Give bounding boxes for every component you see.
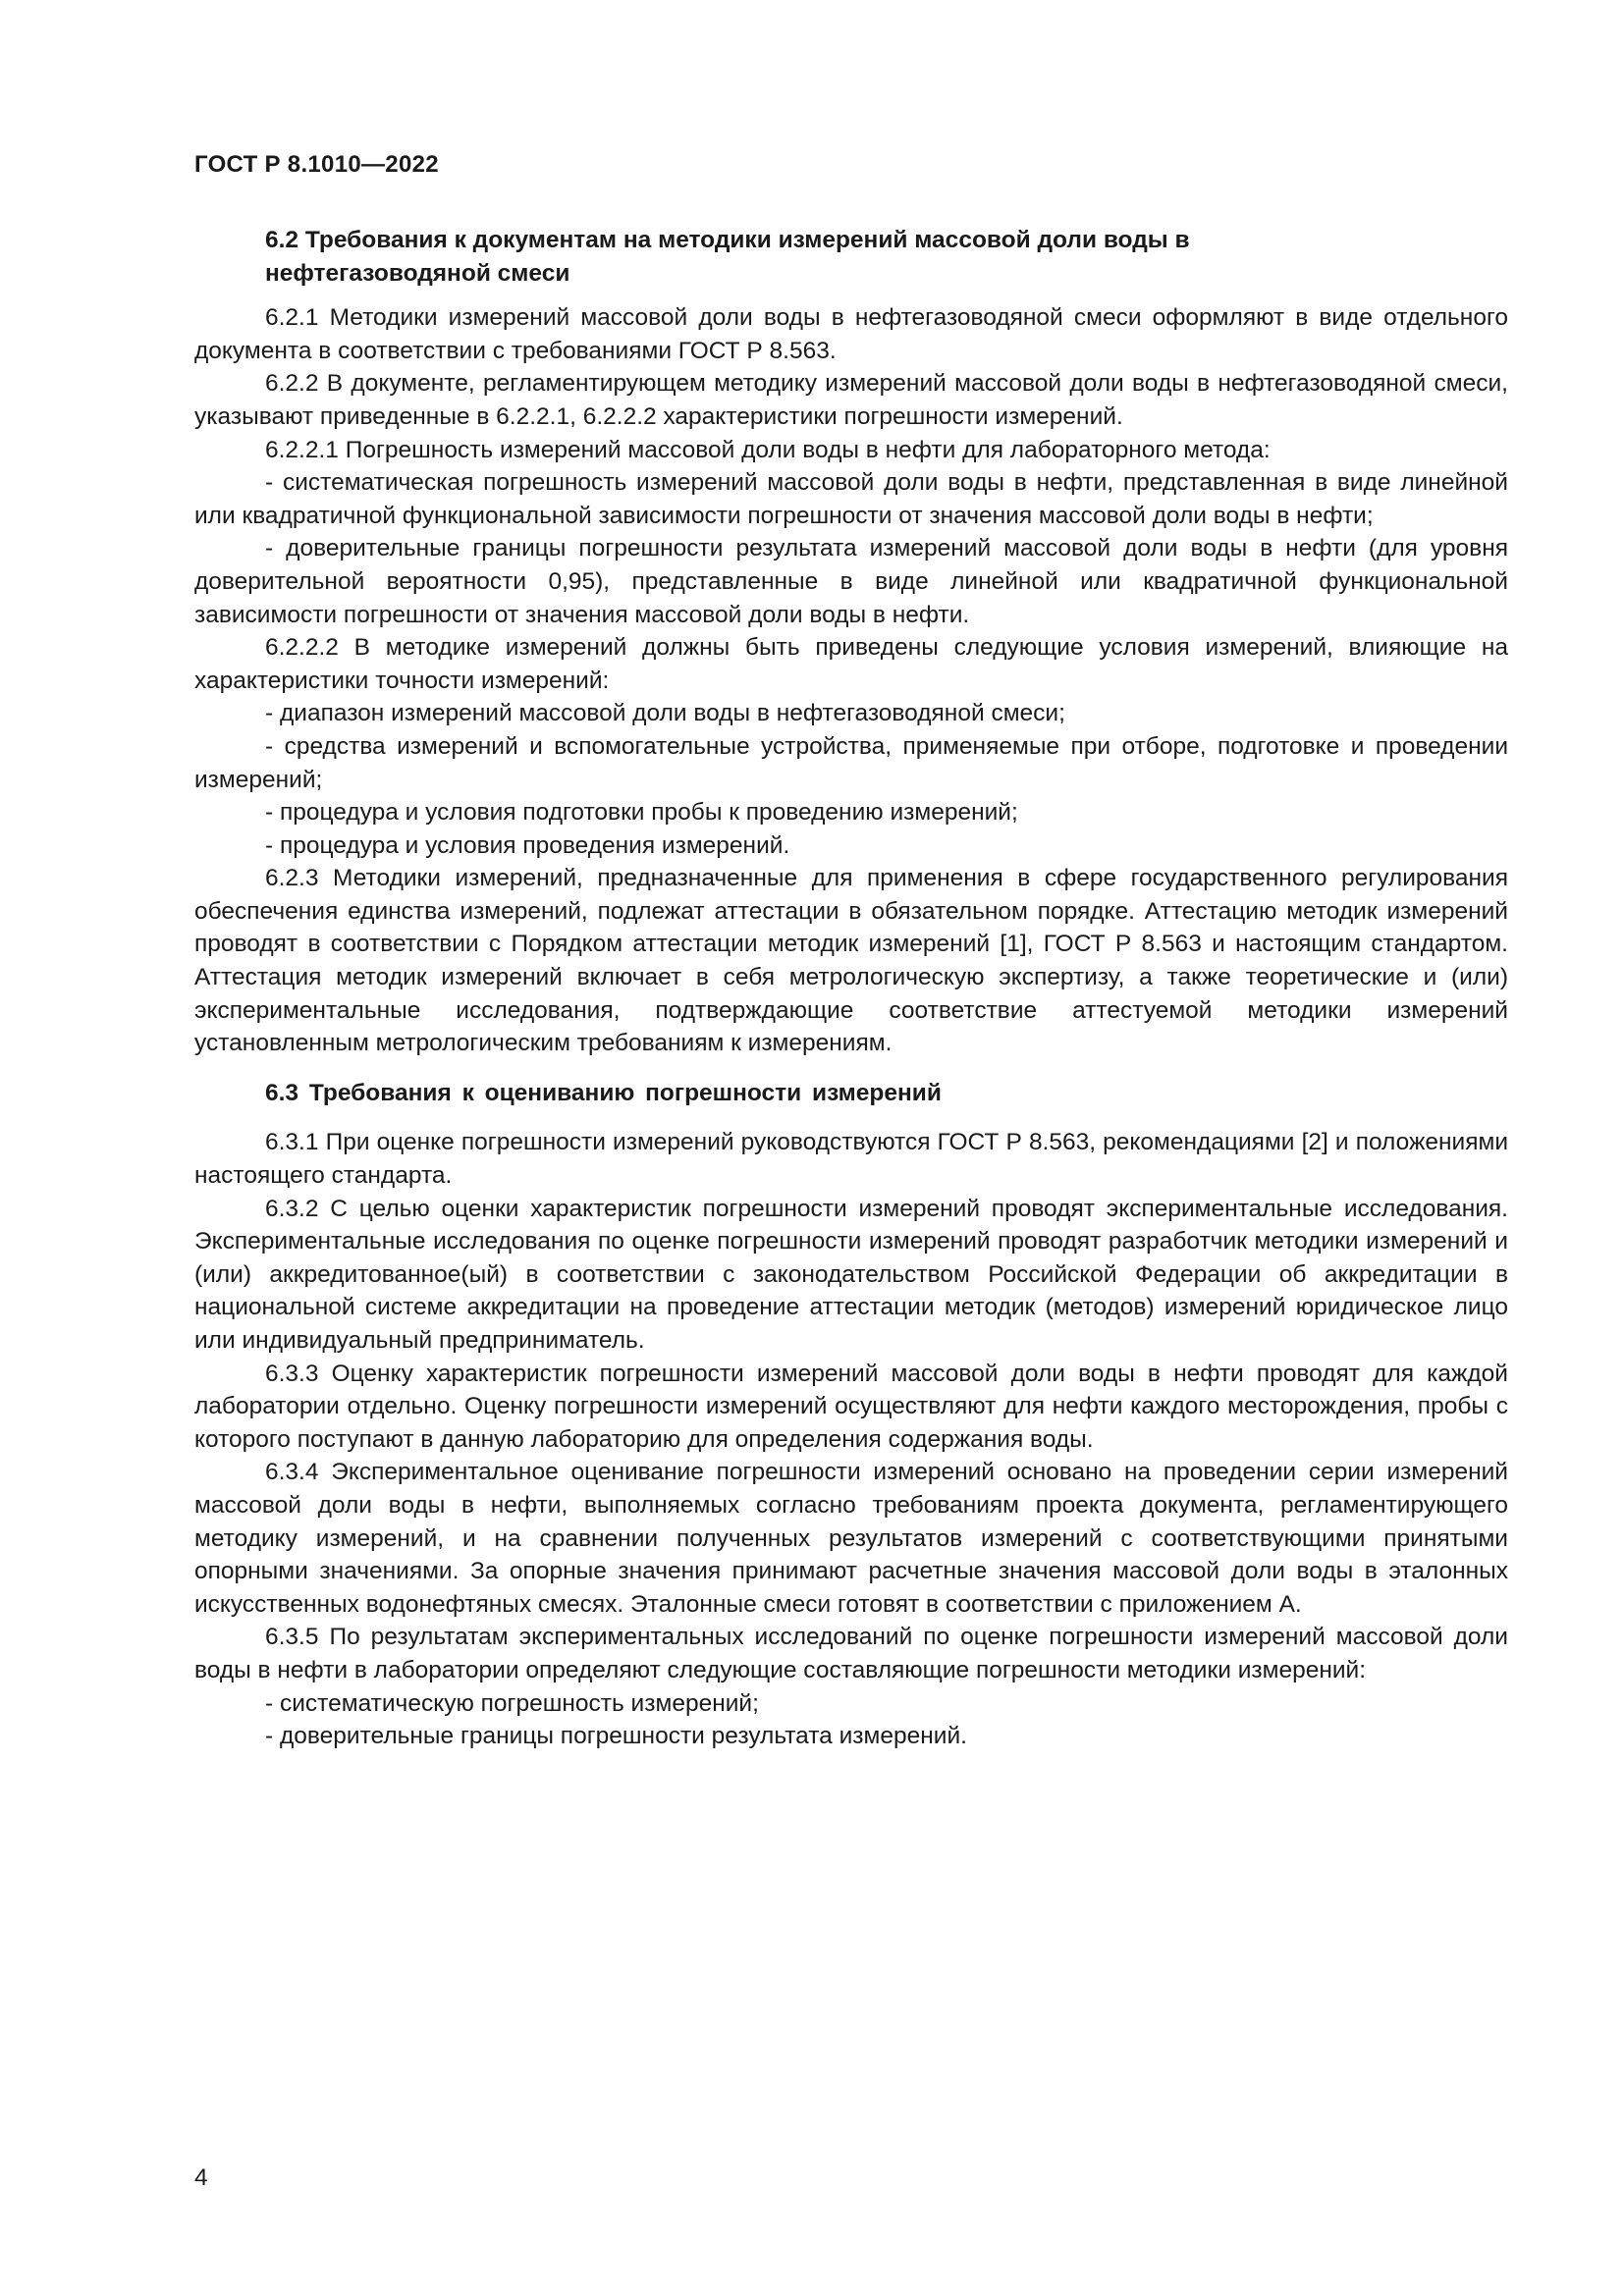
section-6-2-title: 6.2 Требования к документам на методики измерений массовой доли воды в нефтегазоводяной смеси xyxy=(265,227,1190,287)
document-header: ГОСТ Р 8.1010—2022 xyxy=(194,151,439,178)
paragraph: 6.3.1 При оценке погрешности измерений руководствуются ГОСТ Р 8.563, рекомендациями [2] и положениями настоящего стандарта. xyxy=(194,1129,1508,1190)
paragraph: 6.3.5 По результатам экспериментальных исследований по оценке погрешности измерений массовой доли воды в нефти в лаборатории определяют следующие составляющие погрешности методики измерений: xyxy=(194,1624,1508,1683)
paragraph: 6.2.2 В документе, регламентирующем методику измерений массовой доли воды в нефтегазоводяной смеси, указывают приведенные в 6.2.2.1, 6.2.2.2 характеристики погрешности измерений. xyxy=(194,370,1508,430)
list-item: - систематическая погрешность измерений массовой доли воды в нефти, представленная в виде линейной или квадратичной функциональной зависимости погрешности от значения массовой доли воды в нефти; xyxy=(194,469,1508,529)
paragraph: 6.2.2.1 Погрешность измерений массовой доли воды в нефти для лабораторного метода: xyxy=(265,436,1271,463)
paragraph: 6.2.1 Методики измерений массовой доли воды в нефтегазоводяной смеси оформляют в виде отдельного документа в соответствии с требованиями ГОСТ Р 8.563. xyxy=(194,304,1508,364)
list-item: - систематическую погрешность измерений; xyxy=(265,1689,759,1717)
page-number: 4 xyxy=(194,2164,208,2191)
document-body xyxy=(194,224,1508,1753)
list-item: - процедура и условия проведения измерений. xyxy=(265,831,790,859)
paragraph: 6.3.2 С целью оценки характеристик погрешности измерений проводят экспериментальные исследования. Экспериментальные исследования по оценке погрешности измерений проводят разработчик методики измерений и (или) аккредитованное(ый) в соответствии с законодательством Российской Федерации об аккредитации в национальной системе аккредитации на проведение аттестации методик (методов) измерений юридическое лицо или индивидуальный предприниматель. xyxy=(194,1195,1508,1354)
paragraph: 6.2.3 Методики измерений, предназначенные для применения в сфере государственного регулирования обеспечения единства измерений, подлежат аттестации в обязательном порядке. Аттестацию методик измерений проводят в соответствии с Порядком аттестации методик измерений [1], ГОСТ Р 8.563 и настоящим стандартом. Аттестация методик измерений включает в себя метрологическую экспертизу, а также теоретические и (или) экспериментальные исследования, подтверждающие соответствие аттестуемой методики измерений установленным метрологическим требованиям к измерениям. xyxy=(194,865,1508,1057)
list-item: - доверительные границы погрешности результата измерений массовой доли воды в нефти (для уровня доверительной вероятности 0,95), представленные в виде линейной или квадратичной функциональной зависимости погрешности от значения массовой доли воды в нефти. xyxy=(194,535,1508,628)
list-item: - процедура и условия подготовки пробы к проведению измерений; xyxy=(265,799,1018,827)
paragraph: 6.2.2.2 В методике измерений должны быть приведены следующие условия измерений, влияющие на характеристики точности измерений: xyxy=(194,634,1508,694)
list-item: - доверительные границы погрешности результата измерений. xyxy=(265,1723,967,1750)
list-item: - диапазон измерений массовой доли воды в нефтегазоводяной смеси; xyxy=(265,700,1065,727)
section-6-3-title: 6.3 Требования к оцениванию погрешности измерений xyxy=(265,1079,942,1106)
paragraph: 6.3.4 Экспериментальное оценивание погрешности измерений основано на проведении серии измерений массовой доли воды в нефти, выполняемых согласно требованиям проекта документа, регламентирующего методику измерений, и на сравнении полученных результатов измерений с соответствующими принятыми опорными значениями. За опорные значения принимают расчетные значения массовой доли воды в эталонных искусственных водонефтяных смесях. Эталонные смеси готовят в соответствии с приложением А. xyxy=(194,1459,1508,1618)
paragraph: 6.3.3 Оценку характеристик погрешности измерений массовой доли воды в нефти проводят для каждой лаборатории отдельно. Оценку погрешности измерений осуществляют для нефти каждого месторождения, пробы с которого поступают в данную лабораторию для определения содержания воды. xyxy=(194,1360,1508,1453)
list-item: - средства измерений и вспомогательные устройства, применяемые при отборе, подготовке и проведении измерений; xyxy=(194,732,1508,793)
